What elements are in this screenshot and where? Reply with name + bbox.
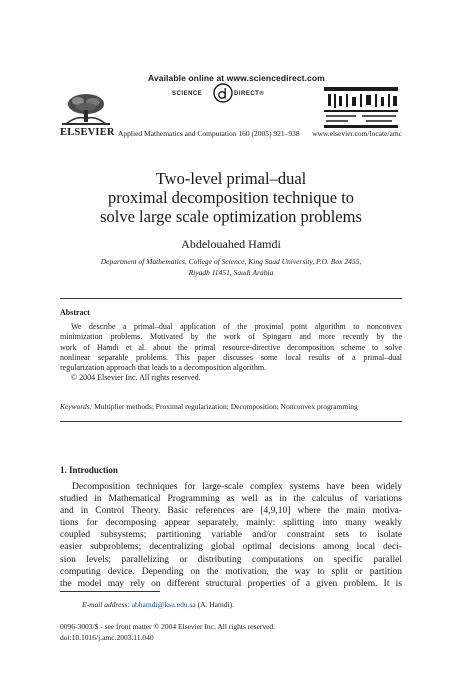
body-line: and in Control Theory. Basic references are [4,9,10] where the main motiva-	[60, 506, 402, 517]
article-title	[60, 169, 402, 226]
sciencedirect-logo	[172, 85, 272, 105]
body-line: Decomposition techniques for large-scale complex systems have been widely	[72, 482, 402, 492]
elsevier-tree-logo	[60, 92, 112, 126]
body-line: sion levels; parallelizing or distributing computations on specific parallel	[60, 554, 402, 565]
journal-reference: Applied Mathematics and Computation 160 (2005) 921–938	[118, 129, 300, 138]
sciencedirect-left-word: SCIENCE	[172, 91, 203, 97]
available-online-text: Available online at www.sciencedirect.com	[148, 73, 325, 83]
sciencedirect-right-word: DIRECT®	[234, 91, 265, 97]
section-body	[60, 481, 402, 590]
author-email-footnote	[82, 600, 234, 609]
affiliation-line: Department of Mathematics, College of Science, King Saud University, P.O. Box 2455,	[100, 257, 362, 266]
abstract-top-rule	[60, 298, 402, 299]
publisher-name: ELSEVIER	[60, 127, 115, 138]
email-suffix: (A. Hamdi).	[197, 600, 235, 609]
title-line: Two-level primal–dual	[155, 169, 307, 188]
keywords-label: Keywords:	[60, 402, 93, 411]
email-label: E-mail address:	[82, 600, 130, 609]
abstract-body	[60, 322, 402, 384]
abstract-line: nonlinear separable problems. This paper discusses some local results of a primal–dual	[60, 352, 402, 362]
author-name: Abdelouahed Hamdi	[181, 237, 281, 251]
section-heading: 1. Introduction	[60, 465, 118, 475]
doi-text[interactable]: doi:10.1016/j.amc.2003.11.040	[60, 633, 154, 642]
body-line: coupled subsystems; partitioning variable and/or constraint sets to isolate	[60, 530, 402, 541]
abstract-line: We describe a primal–dual application of the proximal point algorithm to nonconvex	[71, 322, 402, 331]
keywords	[60, 402, 402, 411]
abstract-copyright: © 2004 Elsevier Inc. All rights reserved.	[71, 373, 201, 383]
body-line: computing device. Depending on the motivation, the way to split or partition	[60, 566, 402, 577]
body-line: easier subproblems; decentralizing global optimal decisions among local deci-	[60, 542, 402, 553]
body-line: the model may rely on different structural properties of a given problem. It is	[60, 578, 402, 589]
body-line: tions for decomposing appear separately, mainly: splitting into many weakly	[60, 518, 402, 529]
abstract-heading: Abstract	[60, 308, 90, 317]
abstract-line: minimization problems. Motivated by the work of Spingarn and more recently by the	[60, 332, 402, 342]
front-matter-notice: 0096-3003/$ - see front matter © 2004 Elsevier Inc. All rights reserved.	[60, 622, 276, 631]
affiliation-line: Riyadh 11451, Saudi Arabia	[188, 268, 274, 277]
abstract-line: work of Hamdi et al. about the primal resource-directive decomposition scheme to solve	[60, 342, 402, 352]
author-affiliation	[60, 256, 402, 278]
email-link[interactable]: abhamdi@ksu.edu.sa	[131, 600, 196, 609]
body-line: studied in Mathematical Programming as well as in the calculus of variations	[60, 494, 402, 505]
sciencedirect-d-icon	[212, 82, 234, 104]
keywords-list: Multiplier methods; Proximal regularization; Decomposition; Nonconvex programming	[94, 402, 358, 411]
journal-cover-thumbnail	[322, 85, 402, 131]
title-line: proximal decomposition technique to	[107, 188, 355, 207]
journal-url[interactable]: www.elsevier.com/locate/amc	[312, 129, 402, 138]
title-line: solve large scale optimization problems	[100, 207, 362, 226]
footnote-rule	[60, 591, 160, 592]
abstract-bottom-rule	[60, 421, 402, 422]
abstract-line: regularization approach that leads to a decomposition algorithm.	[60, 363, 267, 373]
